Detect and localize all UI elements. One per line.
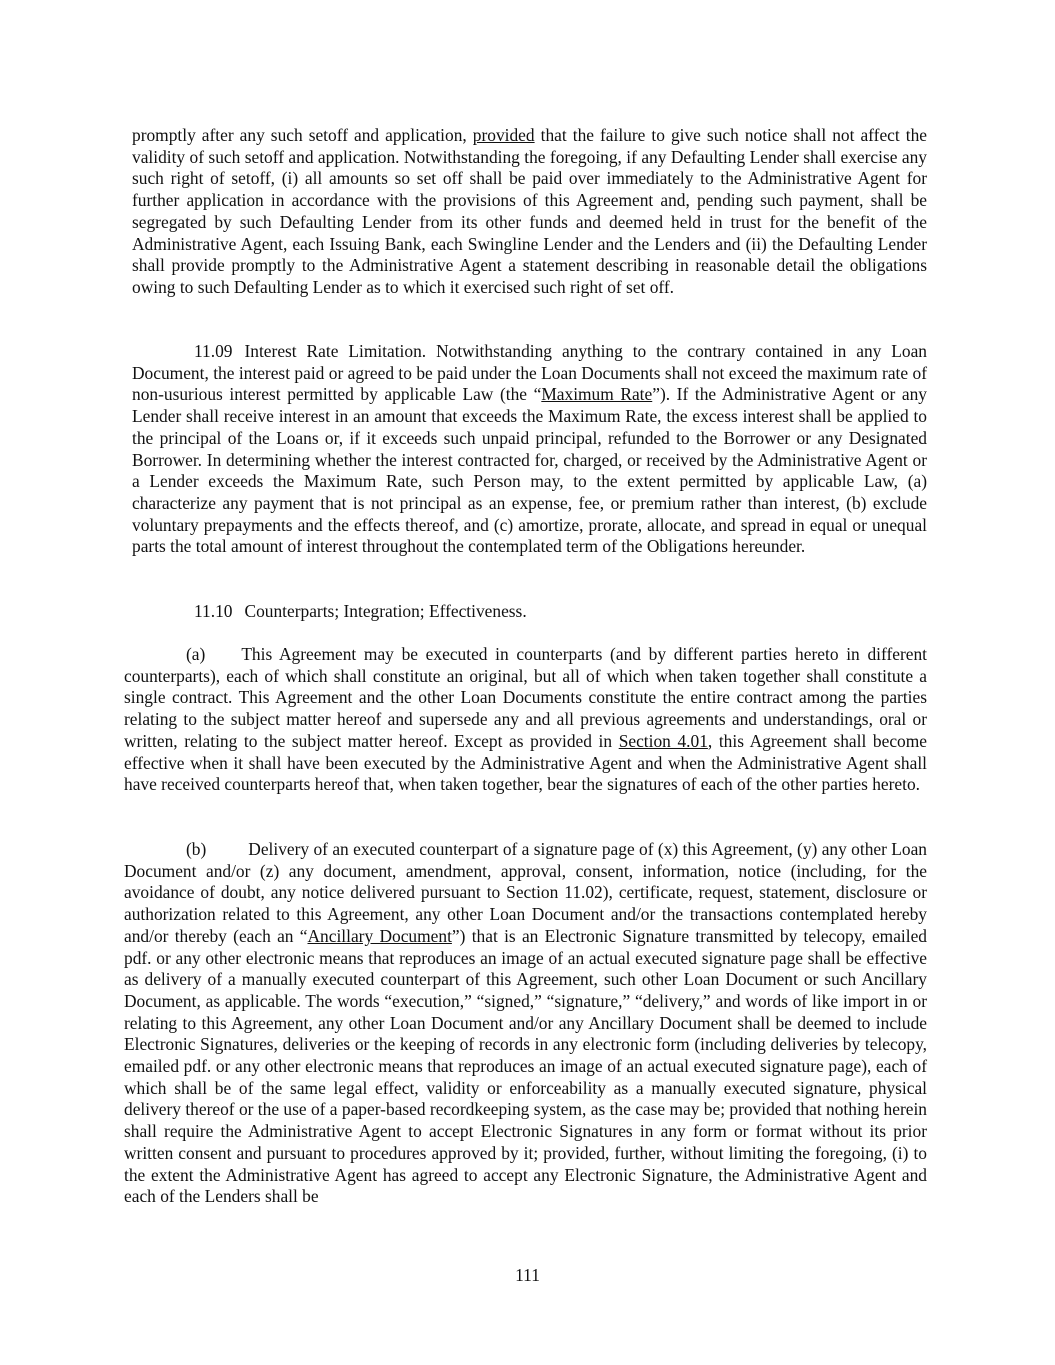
paragraph-text: that the failure to give such notice shall not affect the validity of such setoff and application. Notwithstanding the foregoing, if any Defaulting Lender shall exercise any such right of setoff, (i) all amounts so set off shall be paid over immediately to the Administrative Agent for further application in accordance with the provisions of this Agreement and, pending such payment, shall be segregated by such Defaulting Lender from its other funds and deemed held in trust for the benefit of the Administrative Agent, each Issuing Bank, each Swingline Lender and the Lenders and (ii) the Defaulting Lender shall provide promptly to the Administrative Agent a statement describing in reasonable detail the obligations owing to such Defaulting Lender as to which it exercised such right of set off. (132, 125, 927, 297)
paragraph-text: , this Agreement shall become effective when it shall have been executed by the Administrative Agent and when the Administrative Agent shall have received counterparts hereof that, when taken together, bear the signatures of each of the other parties hereto. (124, 730, 927, 795)
paragraph-text: promptly after any such setoff and application, (132, 125, 473, 145)
section-heading: Counterparts; Integration; Effectiveness. (244, 601, 527, 621)
defined-term-ancillary-document: Ancillary Document (307, 925, 452, 946)
defined-term-provided: provided (472, 125, 535, 145)
section-11-09-paragraph (132, 341, 927, 558)
defined-term-maximum-rate: Maximum Rate (541, 384, 653, 405)
section-number: 11.09 (194, 341, 233, 361)
section-number: 11.10 (194, 601, 233, 621)
page-number: 111 (515, 1265, 540, 1285)
section-11-10-heading (132, 601, 927, 623)
setoff-continuation-paragraph (132, 125, 927, 299)
cross-reference-section-4-01: Section 4.01 (618, 730, 708, 751)
clause-a-paragraph (124, 644, 927, 796)
clause-b-paragraph (124, 839, 927, 1208)
paragraph-text: Notwithstanding anything to the contrary contained in any Loan Document, the interest paid or agreed to be paid under the Loan Documents shall not exceed the maximum rate of non-usurious interest permitted by applicable Law (the “ (132, 341, 927, 405)
paragraph-text: This Agreement may be executed in counterparts (and by different parties hereto in different counterparts), each of which shall constitute an original, but all of which when taken together shall constitute a single contract. This Agreement and the other Loan Documents constitute the entire contract among the parties relating to the subject matter hereof and supersede any and all previous agreements and understandings, oral or written, relating to the subject matter hereof. Except as provided in (124, 644, 927, 751)
clause-label: (b) (186, 839, 207, 859)
paragraph-text: ”). If the Administrative Agent or any Lender shall receive interest in an amount that exceeds the Maximum Rate, the excess interest shall be applied to the principal of the Loans or, if it exceeds such unpaid principal, refunded to the Borrower or any Designated Borrower. In determining whether the interest contracted for, charged, or received by the Administrative Agent or a Lender exceeds the Maximum Rate, such Person may, to the extent permitted by applicable Law, (a) characterize any payment that is not principal as an expense, fee, or premium rather than interest, (b) exclude voluntary prepayments and the effects thereof, and (c) amortize, prorate, allocate, and spread in equal or unequal parts the total amount of interest throughout the contemplated term of the Obligations hereunder. (132, 384, 927, 557)
paragraph-text: Delivery of an executed counterpart of a signature page of (x) this Agreement, (y) any other Loan Document and/or (z) any document, amendment, approval, consent, information, notice (including, for the avoidance of doubt, any notice delivered pursuant to Section 11.02), certificate, request, statement, disclosure or authorization related to this Agreement, any other Loan Document and/or the transactions contemplated hereby and/or thereby (each an “ (124, 839, 927, 946)
clause-label: (a) (186, 644, 206, 664)
paragraph-text: ”) that is an Electronic Signature transmitted by telecopy, emailed pdf. or any other electronic means that reproduces an image of an actual executed signature page shall be effective as delivery of a manually executed counterpart of this Agreement, such other Loan Document or such Ancillary Document, as applicable. The words “execution,” “signed,” “signature,” “delivery,” and words of like import in or relating to this Agreement, any other Loan Document and/or any Ancillary Document shall be deemed to include Electronic Signatures, deliveries or the keeping of records in any electronic form (including deliveries by telecopy, emailed pdf. or any other electronic means that reproduces an image of an actual executed signature page), each of which shall be of the same legal effect, validity or enforceability as a manually executed signature, physical delivery thereof or the use of a paper-based recordkeeping system, as the case may be; provided that nothing herein shall require the Administrative Agent to accept Electronic Signatures in any form or format without its prior written consent and pursuant to procedures approved by it; provided, further, without limiting the foregoing, (i) to the extent the Administrative Agent has agreed to accept any Electronic Signature, the Administrative Agent and each of the Lenders shall be (124, 925, 927, 1207)
section-heading: Interest Rate Limitation. (244, 341, 427, 361)
